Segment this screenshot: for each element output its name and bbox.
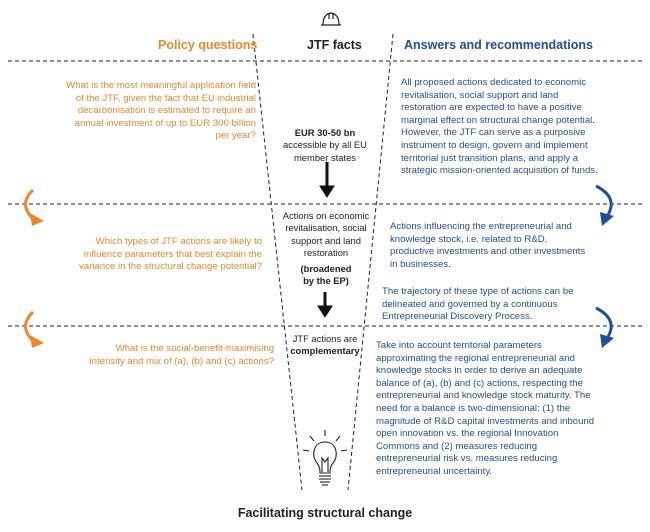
down-arrow-2 bbox=[318, 292, 332, 317]
question-2: Which types of JTF actions are likely to influence parameters that best explain the variance in the structural change potential? bbox=[79, 236, 262, 273]
answer-1: All proposed actions dedicated to economic revitalisation, social support and land restoration are expected to have a positive marginal effect on structural change potential. However, the JTF can serve as a purposive instrument to design, govern and implement territorial just transition plans, and apply a strategic mission-oriented acquisition of funds. bbox=[401, 77, 598, 177]
down-arrow-1 bbox=[320, 162, 334, 197]
answer-3: Take into account territorial parameters approximating the regional entrepreneurial and knowledge stocks in order to derive an adequate balance of (a), (b) and (c) actions, respecting the entrepreneurial and knowledge stock maturity. The need for a balance is two-dimensional: (1) the magnitude of R&D capital investments and inbound open innovation vs. the regional Innovation Commons and (2) measures reducing entrepreneurial risk vs. measures reducing entrepreneurial uncertainty. bbox=[376, 340, 595, 477]
fact-3-bold: complementary bbox=[290, 345, 360, 357]
fact-3 bbox=[290, 333, 360, 358]
lightbulb-icon bbox=[303, 430, 347, 485]
fact-1-bold: EUR 30-50 bn bbox=[294, 127, 356, 138]
header-answers: Answers and recommendations bbox=[404, 38, 593, 52]
fact-3-text: JTF actions are bbox=[292, 333, 358, 344]
fact-1 bbox=[282, 127, 368, 164]
fact-1-text: accessible by all EU member states bbox=[283, 139, 367, 163]
question-3: What is the social-benefit-maximising intensity and mix of (a), (b) and (c) actions? bbox=[89, 343, 274, 367]
answer-2: Actions influencing the entrepreneurial and knowledge stock, i.e. related to R&D, productive investments and other investments in businesses. bbox=[390, 221, 586, 270]
orange-loop-arrow-1-head bbox=[30, 213, 44, 226]
question-1: What is the most meaningful application field of the JTF, given the fact that EU industrial decarbonisation is estimated to require an annual investment of up to EUR 300 billion per year? bbox=[66, 80, 256, 142]
orange-loop-arrow-2-head bbox=[30, 335, 44, 348]
header-policy-questions: Policy questions bbox=[158, 38, 258, 52]
fact-2 bbox=[276, 210, 376, 287]
blue-loop-arrow-1-head bbox=[600, 212, 614, 226]
fact-2-text: Actions on economic revitalisation, social support and land restoration bbox=[282, 210, 370, 259]
header-jtf-facts: JTF facts bbox=[307, 38, 362, 52]
fact-2-bold: (broadened by the EP) bbox=[300, 262, 352, 287]
footer-caption: Facilitating structural change bbox=[237, 506, 413, 520]
hard-hat-icon bbox=[321, 13, 341, 25]
answer-2b: The trajectory of these type of actions can be delineated and governed by a continuous Entrepreneurial Discovery Process. bbox=[382, 286, 574, 323]
